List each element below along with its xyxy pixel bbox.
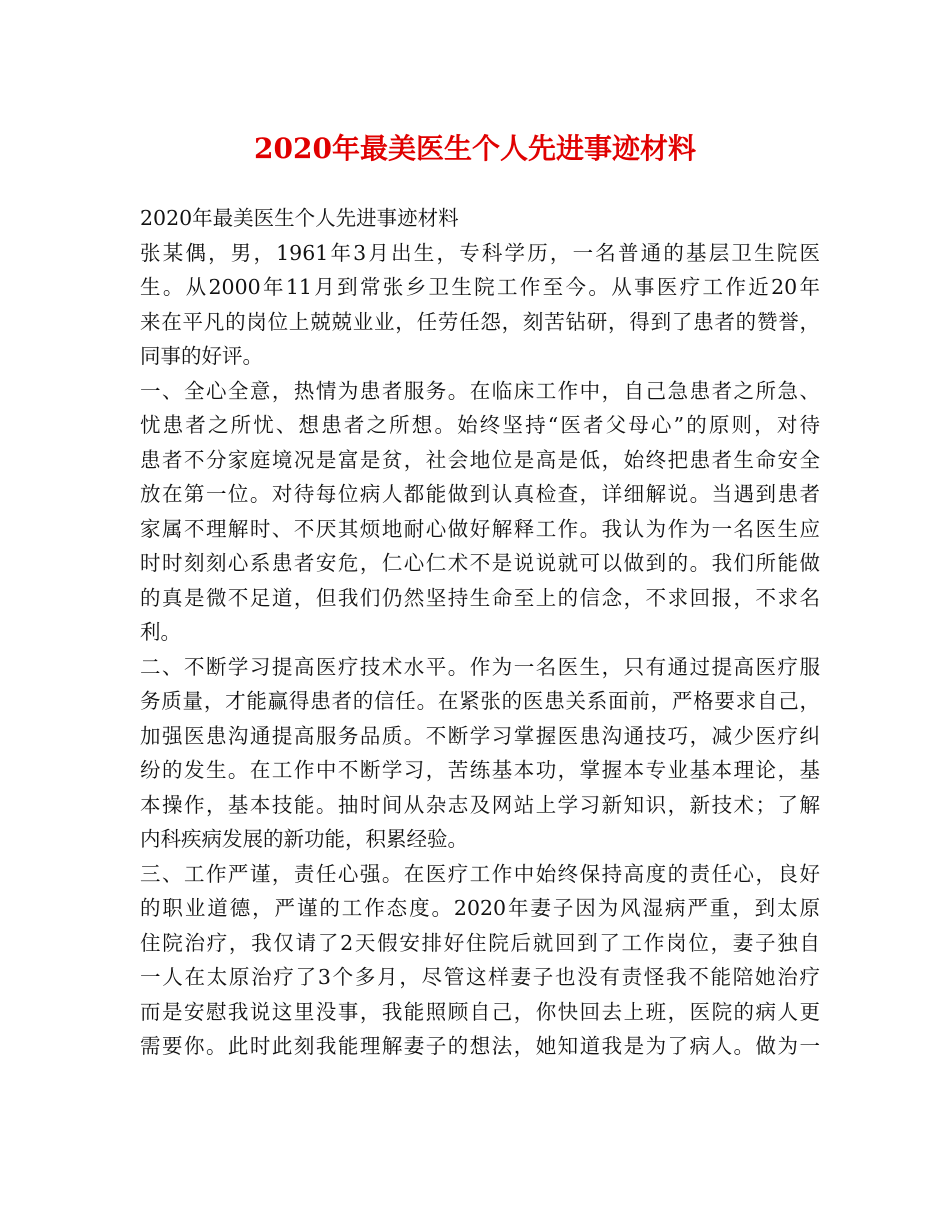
body-line: 的职业道德，严谨的工作态度。2020年妻子因为风湿病严重，到太原	[140, 896, 820, 920]
body-line: 同事的好评。	[140, 344, 263, 368]
body-line: 放在第一位。对待每位病人都能做到认真检查，详细解说。当遇到患者	[140, 482, 820, 506]
document-body	[140, 201, 820, 1064]
body-line: 而是安慰我说这里没事，我能照顾自己，你快回去上班，医院的病人更	[140, 999, 820, 1024]
body-line: 住院治疗，我仅请了2天假安排好住院后就回到了工作岗位，妻子独自	[140, 930, 820, 955]
body-line: 来在平凡的岗位上兢兢业业，任劳任怨，刻苦钻研，得到了患者的赞誉，	[140, 309, 820, 334]
document-title: 2020年最美医生个人先进事迹材料	[254, 132, 696, 165]
body-line: 一、全心全意，热情为患者服务。在临床工作中，自己急患者之所急、	[140, 378, 820, 403]
body-line: 的真是微不足道，但我们仍然坚持生命至上的信念，不求回报，不求名	[140, 585, 820, 610]
body-line: 需要你。此时此刻我能理解妻子的想法，她知道我是为了病人。做为一	[140, 1034, 820, 1058]
body-line: 患者不分家庭境况是富是贫，社会地位是高是低，始终把患者生命安全	[140, 447, 820, 472]
body-line: 加强医患沟通提高服务品质。不断学习掌握医患沟通技巧，减少医疗纠	[140, 723, 820, 748]
body-line: 忧患者之所忧、想患者之所想。始终坚持“医者父母心”的原则，对待	[140, 413, 820, 437]
body-line: 家属不理解时、不厌其烦地耐心做好解释工作。我认为作为一名医生应	[140, 516, 820, 541]
body-line: 一人在太原治疗了3个多月，尽管这样妻子也没有责怪我不能陪她治疗	[140, 965, 820, 989]
body-line: 利。	[140, 620, 181, 644]
body-line: 二、不断学习提高医疗技术水平。作为一名医生，只有通过提高医疗服	[140, 654, 820, 679]
body-line: 三、工作严谨，责任心强。在医疗工作中始终保持高度的责任心，良好	[140, 861, 820, 886]
body-line: 生。从2000年11月到常张乡卫生院工作至今。从事医疗工作近20年	[140, 275, 820, 299]
body-line: 内科疾病发展的新功能，积累经验。	[140, 827, 468, 851]
body-line: 时时刻刻心系患者安危，仁心仁术不是说说就可以做到的。我们所能做	[140, 551, 820, 575]
body-line: 张某偶，男，1961年3月出生，专科学历，一名普通的基层卫生院医	[140, 240, 820, 265]
body-line: 务质量，才能赢得患者的信任。在紧张的医患关系面前，严格要求自己，	[140, 689, 820, 713]
body-line: 纷的发生。在工作中不断学习，苦练基本功，掌握本专业基本理论，基	[140, 758, 820, 782]
body-line: 本操作，基本技能。抽时间从杂志及网站上学习新知识，新技术；了解	[140, 792, 820, 817]
body-line: 2020年最美医生个人先进事迹材料	[140, 206, 459, 230]
